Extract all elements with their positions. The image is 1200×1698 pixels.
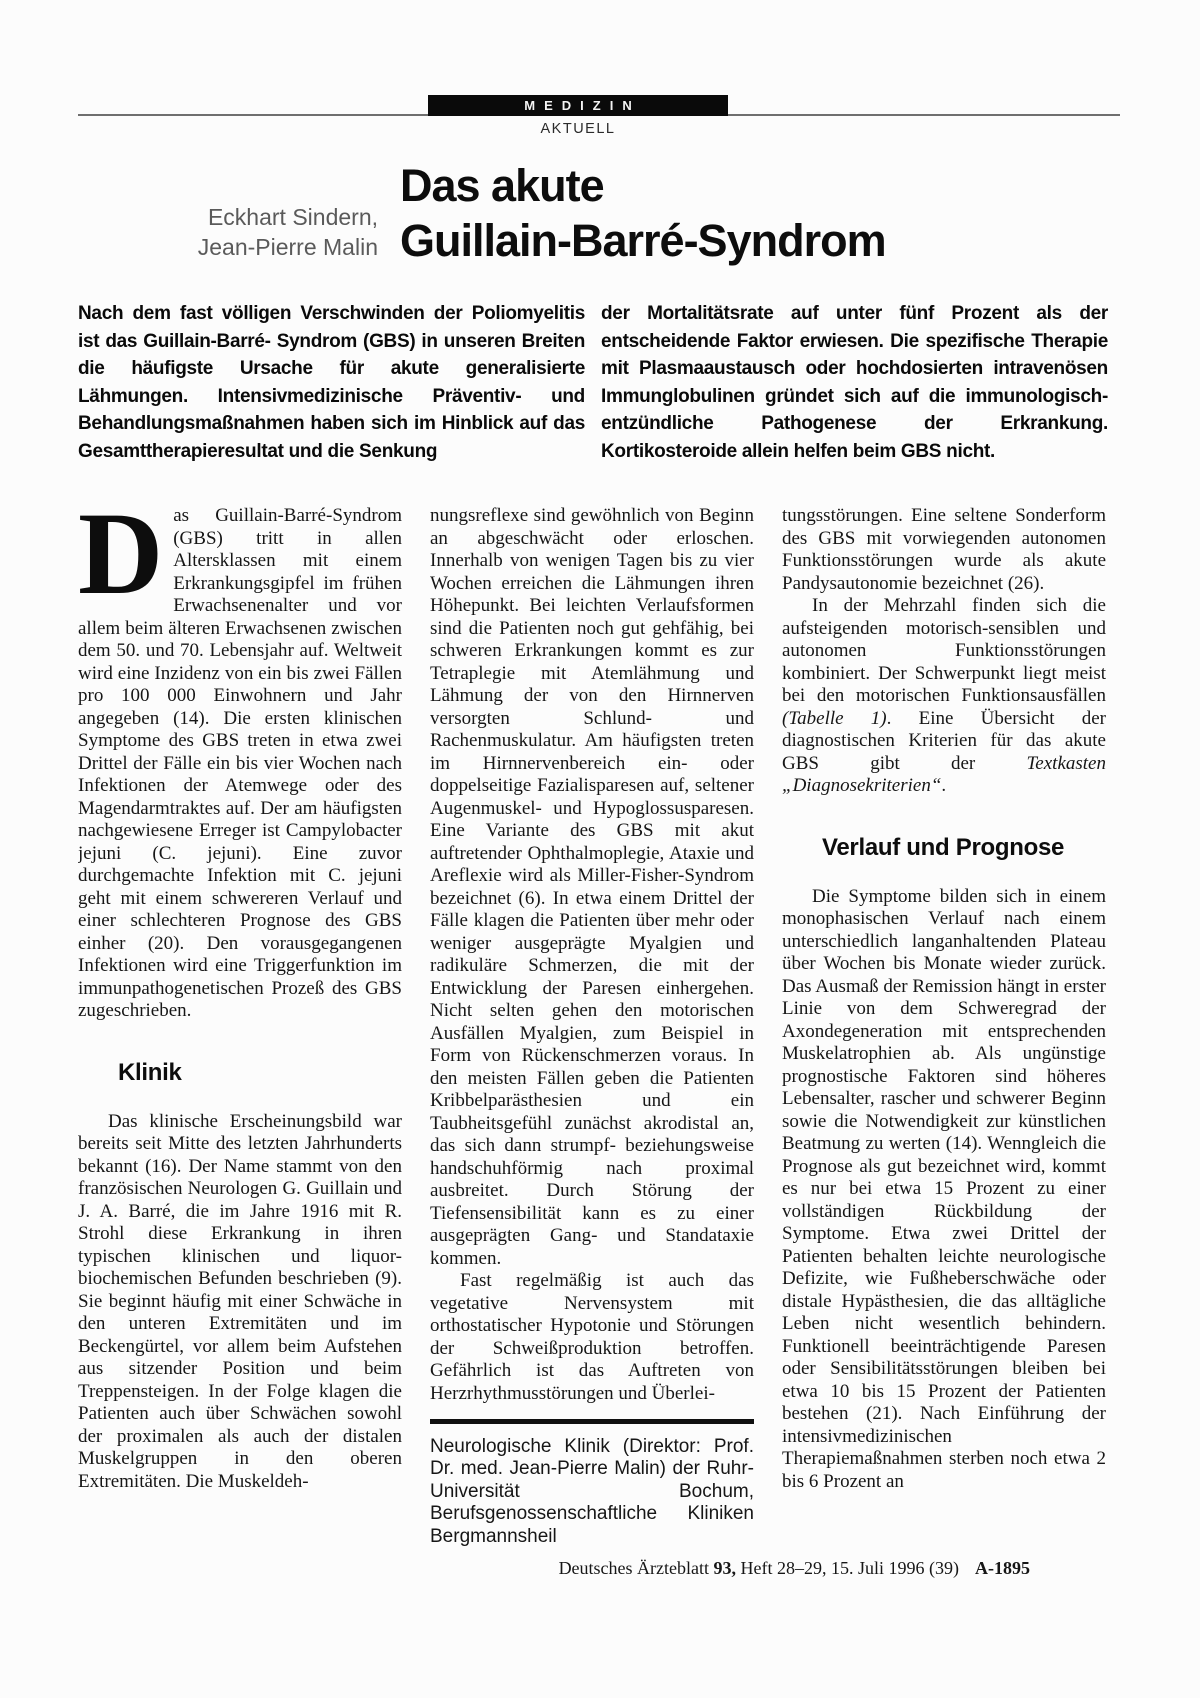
- italic-reference-textkasten: Textkasten „Diagnosekriterien“: [782, 752, 1106, 796]
- lead-right-column: der Mortalitätsrate auf unter fünf Prozent als der entscheidende Faktor erwiesen. Die spezifische Therapie mit Plasmaaustausch oder hochdosierten intravenösen Immunglobulinen gründet sich auf die immunologisch-entzündliche Pathogenese der Erkrankung. Kortikosteroide allein helfen beim GBS nicht.: [601, 303, 1108, 462]
- author-2: Jean-Pierre Malin: [197, 234, 378, 260]
- italic-reference-tabelle: (Tabelle 1): [782, 707, 887, 729]
- footnote-rule: [430, 1419, 754, 1424]
- paragraph: [782, 595, 1106, 798]
- author-1: Eckhart Sindern,: [207, 204, 378, 230]
- journal-issue: Heft 28–29, 15. Juli 1996 (39): [736, 1558, 959, 1578]
- affiliation-footnote: Neurologische Klinik (Direktor: Prof. Dr. med. Jean-Pierre Malin) der Ruhr-Universität Bochum, Berufsgenossenschaftliche Kliniken Bergmannsheil: [430, 1435, 754, 1547]
- body-columns: [78, 505, 1106, 1550]
- body-column-2: [430, 505, 754, 1550]
- paragraph: Fast regelmäßig ist auch das vegetative Nervensystem mit orthostatischer Hypotonie und Störungen der Schweißproduktion betroffen. Gefährlich ist das Auftreten von Herzrhythmusstörungen und Überlei-: [430, 1270, 754, 1404]
- section-banner: MEDIZIN: [428, 95, 728, 116]
- paragraph-text: as Guillain-Barré-Syndrom (GBS) tritt in allen Altersklassen mit einem Erkrankungsgipfel im frühen Erwachsenenalter und vor allem beim älteren Erwachsenen zwischen dem 50. und 70. Lebensjahr auf. Weltweit wird eine Inzidenz von ein bis zwei Fällen pro 100 000 Einwohnern und Jahr angegeben (14). Die ersten klinischen Symptome des GBS treten in etwa zwei Drittel der Fälle ein bis vier Wochen nach Infektionen der Atemwege oder des Magendarmtraktes auf. Der am häufigsten nachgewiesene Erreger ist Campylobacter jejuni (C. jejuni). Eine zuvor durchgemachte Infektion mit C. jejuni geht mit einem schwereren Verlauf und einer schlechteren Prognose des GBS einher (20). Den vorausgegangenen Infektionen wird eine Triggerfunktion im immunpathogenetischen Prozeß des GBS zugeschrieben.: [78, 505, 402, 1021]
- paragraph: [78, 505, 402, 1023]
- journal-name: Deutsches Ärzteblatt: [558, 1558, 714, 1578]
- affiliation-footnote-block: [430, 1419, 754, 1549]
- lead-abstract: [78, 300, 1108, 465]
- dropcap-letter: D: [78, 505, 164, 619]
- paragraph-text: . Eine Übersicht der diagnostischen Kriterien für das akute GBS gibt der: [782, 707, 1106, 774]
- lead-left-column: Nach dem fast völligen Verschwinden der Poliomyelitis ist das Guillain-Barré- Syndrom (GBS) in unseren Breiten die häufigste Ursache für akute generalisierte Lähmungen. Intensivmedizinische Präventiv- und Behandlungsmaßnahmen haben sich im Hinblick auf das Gesamttherapieresultat und die Senkung: [78, 303, 585, 462]
- journal-footer: [78, 1558, 1030, 1579]
- journal-volume: 93,: [713, 1558, 737, 1578]
- page-number: A-1895: [975, 1558, 1030, 1578]
- heading-klinik: Klinik: [118, 1058, 182, 1086]
- body-column-1: [78, 505, 402, 1550]
- page-title: [400, 158, 886, 268]
- title-block: [78, 158, 1108, 268]
- section-subtitle: AKTUELL: [540, 121, 616, 137]
- paragraph: nungsreflexe sind gewöhnlich von Beginn an abgeschwächt oder erloschen. Innerhalb von wenigen Tagen bis zu vier Wochen erreichen die Lähmungen ihren Höhepunkt. Bei leichten Verlaufsformen sind die Patienten noch gut gehfähig, bei schweren Erkrankungen kommt es zur Tetraplegie mit Atemlähmung und Lähmung der von den Hirnnerven versorgten Schlund- und Rachenmuskulatur. Am häufigsten treten im Hirnnervenbereich ein- oder doppelseitige Fazialisparesen auf, seltener Augenmuskel- und Hypoglossusparesen. Eine Variante des GBS mit akut auftretender Ophthalmoplegie, Ataxie und Areflexie wird als Miller-Fisher-Syndrom bezeichnet (6). In etwa einem Drittel der Fälle klagen die Patienten über mehr oder weniger ausgeprägte Myalgien und radikuläre Schmerzen, die mit der Entwicklung der Paresen einhergehen. Nicht selten gehen den motorischen Ausfällen Myalgien, zum Beispiel in Form von Rückenschmerzen voraus. In den meisten Fällen geben die Patienten Kribbelparästhesien und ein Taubheitsgefühl zunächst akrodistal an, das sich dann strumpf- beziehungsweise handschuhförmig nach proximal ausbreitet. Durch Störung der Tiefensensibilität kann es zu einer ausgeprägten Gang- und Standataxie kommen.: [430, 505, 754, 1269]
- authors: [78, 202, 400, 262]
- paragraph-text: In der Mehrzahl finden sich die aufsteigenden motorisch-sensiblen und autonomen Funktionsstörungen kombiniert. Der Schwerpunkt liegt meist bei den motorischen Funktionsausfällen: [782, 595, 1106, 706]
- paragraph-text: .: [941, 775, 947, 796]
- title-line-1: Das akute: [400, 160, 604, 211]
- paragraph: Die Symptome bilden sich in einem monophasischen Verlauf nach einem unterschiedlich langanhaltenden Plateau über Wochen bis Monate wieder zurück. Das Ausmaß der Remission hängt in erster Linie von dem Schweregrad der Axondegeneration mit entsprechenden Muskelatrophien ab. Als ungünstige prognostische Faktoren sind höheres Lebensalter, rascher und schwerer Beginn sowie die Notwendigkeit zur künstlichen Beatmung zu werten (14). Wenngleich die Prognose als gut bezeichnet wird, kommt es nur bei etwa 15 Prozent zu einer vollständigen Rückbildung der Symptome. Etwa zwei Drittel der Patienten behalten leichte neurologische Defizite, wie Fußheberschwäche oder distale Hypästhesien, die das alltägliche Leben nicht wesentlich behindern. Funktionell beeinträchtigende Paresen oder Sensibilitätsstörungen bleiben bei etwa 10 bis 15 Prozent der Patienten bestehen (21). Nach Einführung der intensivmedizinischen Therapiemaßnahmen sterben noch etwa 2 bis 6 Prozent an: [782, 885, 1106, 1492]
- paragraph: tungsstörungen. Eine seltene Sonderform des GBS mit vorwiegenden autonomen Funktionsstörungen wurde als akute Pandysautonomie bezeichnet (26).: [782, 505, 1106, 594]
- body-column-3: [782, 505, 1106, 1550]
- paragraph: Das klinische Erscheinungsbild war bereits seit Mitte des letzten Jahrhunderts bekannt (16). Der Name stammt von den französischen Neurologen G. Guillain und J. A. Barré, die im Jahre 1916 mit R. Strohl diese Erkrankung in ihren typischen klinischen und liquor-biochemischen Befunden beschrieben (9). Sie beginnt häufig mit einer Schwäche in den unteren Extremitäten und im Beckengürtel, vor allem beim Aufstehen aus sitzender Position und beim Treppensteigen. In der Folge klagen die Patienten auch über Schwächen sowohl der proximalen als auch der distalen Muskelgruppen in den oberen Extremitäten. Die Muskeldeh-: [78, 1110, 402, 1492]
- title-line-2: Guillain-Barré-Syndrom: [400, 215, 886, 266]
- heading-verlauf-und-prognose: Verlauf und Prognose: [822, 833, 1065, 861]
